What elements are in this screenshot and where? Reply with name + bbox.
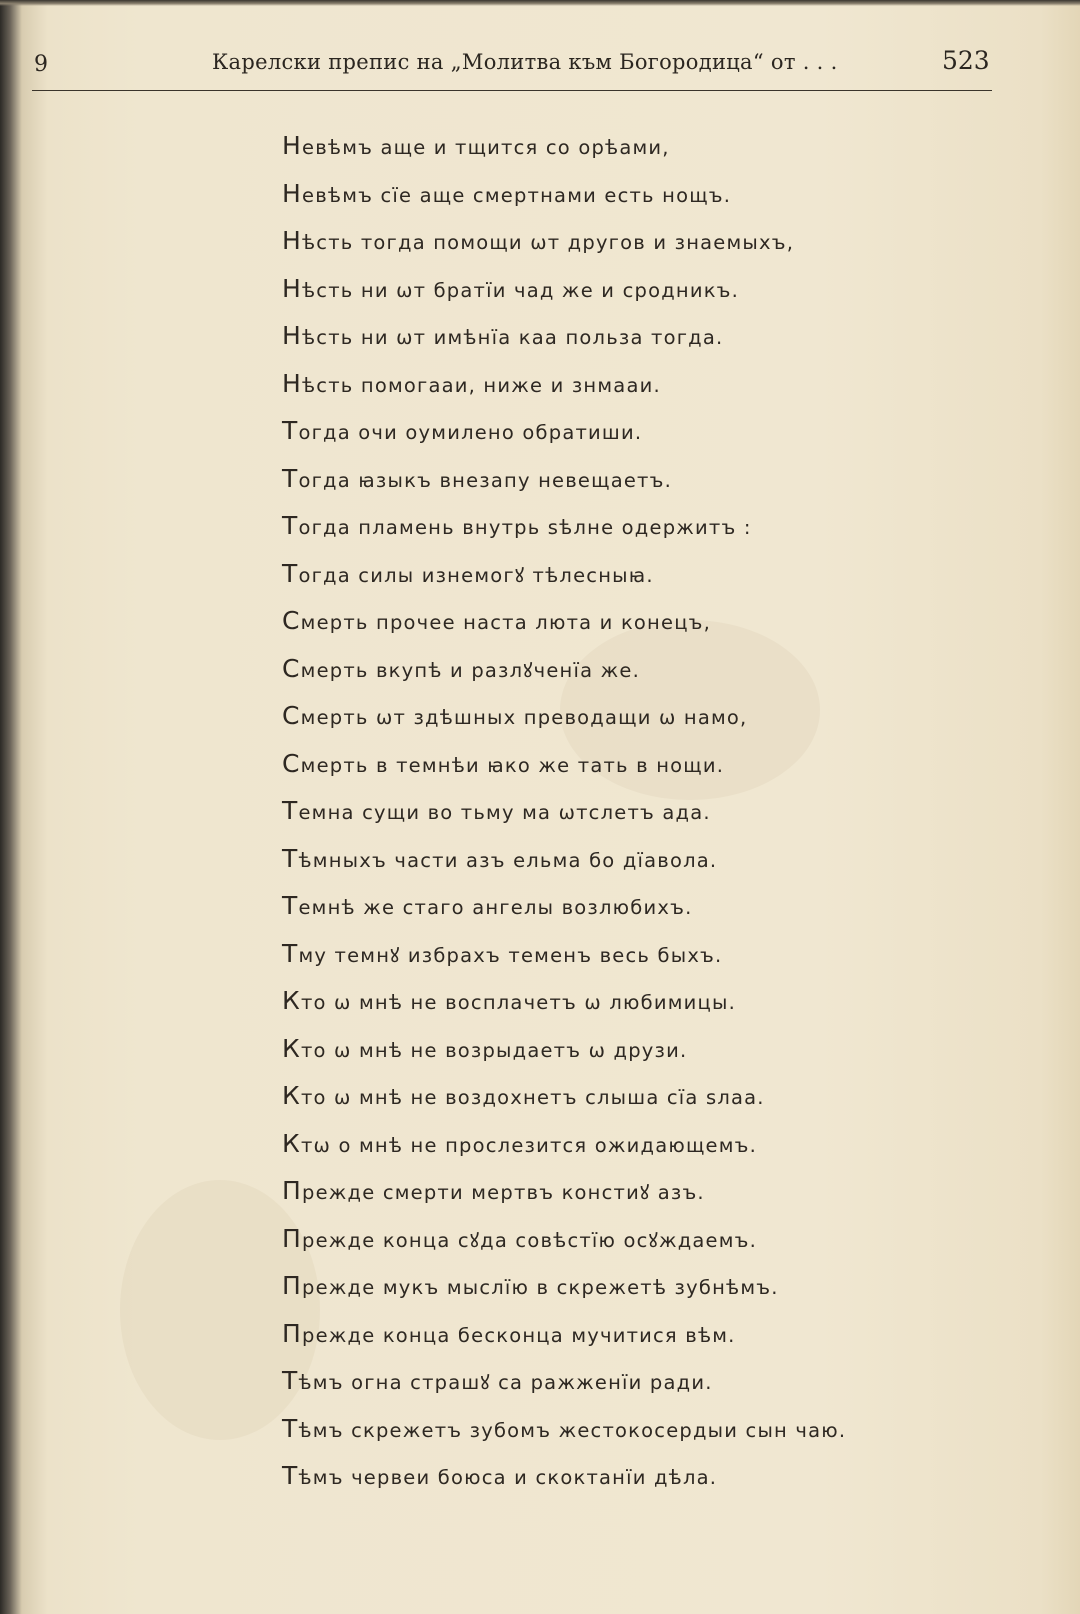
verse-line: Кто ѡ мнѣ не восплачетъ ѡ любимицы. <box>282 986 736 1015</box>
verse-line: Невѣмъ аще и тщится со орѣами, <box>282 131 670 160</box>
header-rule <box>32 90 992 91</box>
page-number-right: 523 <box>942 46 990 75</box>
verse-line: Прежде конца сꙋда совѣстїю осꙋждаемъ. <box>282 1223 758 1253</box>
verse-line: Тѣмъ огна страшꙋ са ражженїи ради. <box>282 1366 713 1395</box>
verse-line: Тѣмъ скрежетъ зубомъ жестокосердыи сын чаю. <box>282 1413 847 1443</box>
page-top-edge <box>0 0 1080 6</box>
verse-line: Ктѡ о мнѣ не прослезится ожидающемъ. <box>282 1128 758 1158</box>
verse-line: Тму темнꙋ избрахъ теменъ весь быхъ. <box>282 938 723 968</box>
verse-line: Прежде конца бесконца мучитися вѣм. <box>282 1318 736 1348</box>
verse-line: Темнѣ же стаго ангелы возлюбихъ. <box>282 891 693 920</box>
verse-line: Тогда силы изнемогꙋ тѣлесныꙗ. <box>282 558 654 588</box>
running-title: Карелски препис на „Молитва към Богородица“ от . . . <box>212 50 838 74</box>
verse-line: Смерть в темнѣи ꙗко же тать в нощи. <box>282 748 725 778</box>
verse-line: Нѣсть помогааи, ниже и знмааи. <box>282 368 661 398</box>
verse-line: Прежде мукъ мыслїю в скрежетѣ зубнѣмъ. <box>282 1271 779 1300</box>
verse-line: Кто ѡ мнѣ не воздохнетъ слыша сїа ѕлаа. <box>282 1081 765 1110</box>
verse-line: Нѣсть ни ѡт братїи чад же и сродникъ. <box>282 273 740 303</box>
verse-line: Нѣсть тогда помощи ѡт другов и знаемыхъ, <box>282 226 795 255</box>
verse-line: Кто ѡ мнѣ не возрыдаетъ ѡ друзи. <box>282 1033 688 1063</box>
verse-line: Тѣмныхъ части азъ ельма бо дїавола. <box>282 843 718 873</box>
verse-block <box>282 126 982 1504</box>
verse-line: Темна сущи во тьму ма ѡтслетъ ада. <box>282 796 711 825</box>
verse-line: Смерть вкупѣ и разлꙋченїа же. <box>282 653 641 683</box>
page-number-left: 9 <box>34 52 48 77</box>
verse-line: Нѣсть ни ѡт имѣнїа каа польза тогда. <box>282 321 724 350</box>
verse-line: Тогда пламень внутрь ѕѣлне одержитъ : <box>282 511 752 540</box>
verse-line: Смерть ѡт здѣшных преводащи ѡ намо, <box>282 701 748 730</box>
verse-line: Тогда очи оумилено обратиши. <box>282 416 643 445</box>
verse-line: Невѣмъ сїе аще смертнами есть нощъ. <box>282 178 732 208</box>
verse-line: Тѣмъ червеи боюса и скоктанїи дѣла. <box>282 1461 718 1490</box>
verse-line: Прежде смерти мертвъ констиꙋ азъ. <box>282 1176 705 1205</box>
verse-line: Тогда ꙗзыкъ внезапу невещаетъ. <box>282 463 672 493</box>
verse-line: Смерть прочее наста люта и конецъ, <box>282 606 712 635</box>
